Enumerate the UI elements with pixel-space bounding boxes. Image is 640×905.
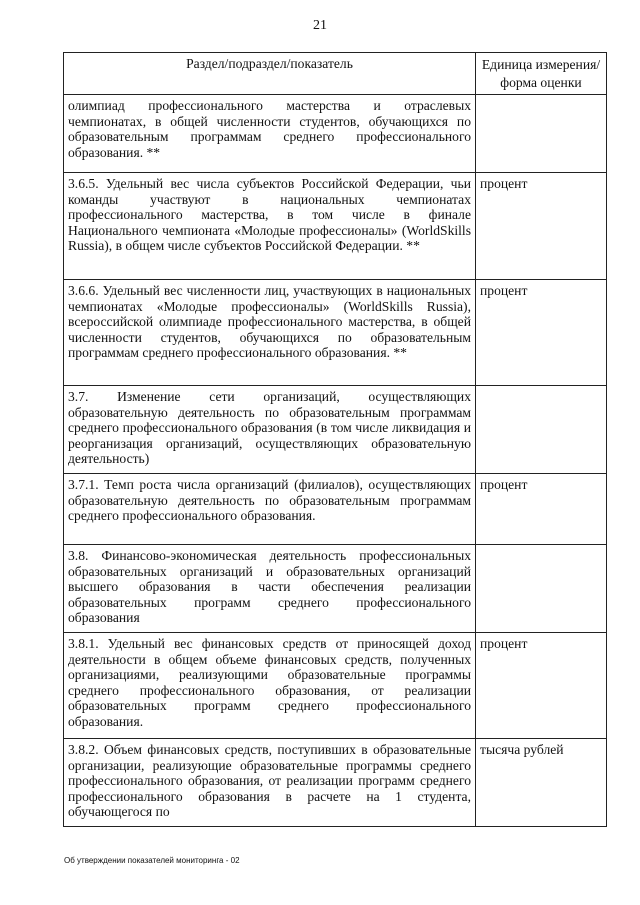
row-text: 3.8.1. Удельный вес финансовых средств от приносящей доход деятельности в общем объеме финансовых средств, полученных организациями, реализующими образовательные программы среднего профессионального образования, от реализации образовательных программ среднего профессионального образования.: [64, 633, 476, 739]
page-number: 21: [313, 18, 327, 33]
table-row: [64, 386, 607, 474]
table-header-row: [64, 53, 607, 95]
row-text: 3.6.5. Удельный вес числа субъектов Российской Федерации, чьи команды участвуют в национальных чемпионатах профессионального мастерства, в том числе в финале Национального чемпионата «Молодые профессионалы» (WorldSkills Russia), в общем числе субъектов Российской Федерации. **: [64, 173, 476, 280]
footer-note: Об утверждении показателей мониторинга - 02: [64, 856, 240, 865]
row-unit: [476, 545, 607, 633]
table-row: [64, 173, 607, 280]
row-text: 3.7. Изменение сети организаций, осуществляющих образовательную деятельность по образовательным программам среднего профессионального образования (в том числе ликвидация и реорганизация организаций, осуществляющих образовательную деятельность): [64, 386, 476, 474]
table-row: [64, 474, 607, 545]
row-text: 3.7.1. Темп роста числа организаций (филиалов), осуществляющих образовательную деятельность по образовательным программам среднего профессионального образования.: [64, 474, 476, 545]
table-row: [64, 633, 607, 739]
header-unit-column: Единица измерения/ форма оценки: [476, 53, 607, 95]
indicators-table: [63, 52, 607, 827]
row-text: 3.6.6. Удельный вес численности лиц, участвующих в национальных чемпионатах «Молодые профессионалы» (WorldSkills Russia), всероссийской олимпиаде профессионального мастерства, в общей численности студентов, обучающихся по образовательным программам среднего профессионального образования. **: [64, 280, 476, 386]
row-unit: [476, 95, 607, 173]
row-unit: процент: [476, 173, 607, 280]
row-text: 3.8. Финансово-экономическая деятельность профессиональных образовательных организаций и образовательных организаций высшего образования в части обеспечения реализации образовательных программ среднего профессионального образования: [64, 545, 476, 633]
table-row: [64, 545, 607, 633]
row-unit: тысяча рублей: [476, 739, 607, 827]
row-unit: процент: [476, 474, 607, 545]
table-row: [64, 95, 607, 173]
row-unit: процент: [476, 280, 607, 386]
table-row: [64, 739, 607, 827]
header-section-column: Раздел/подраздел/показатель: [64, 53, 476, 95]
table-row: [64, 280, 607, 386]
row-text: олимпиад профессионального мастерства и отраслевых чемпионатах, в общей численности студентов, обучающихся по образовательным программам среднего профессионального образования. **: [64, 95, 476, 173]
row-text: 3.8.2. Объем финансовых средств, поступивших в образовательные организации, реализующие образовательные программы среднего профессионального образования, от реализации программ среднего профессионального образования в расчете на 1 студента, обучающегося по: [64, 739, 476, 827]
row-unit: [476, 386, 607, 474]
row-unit: процент: [476, 633, 607, 739]
